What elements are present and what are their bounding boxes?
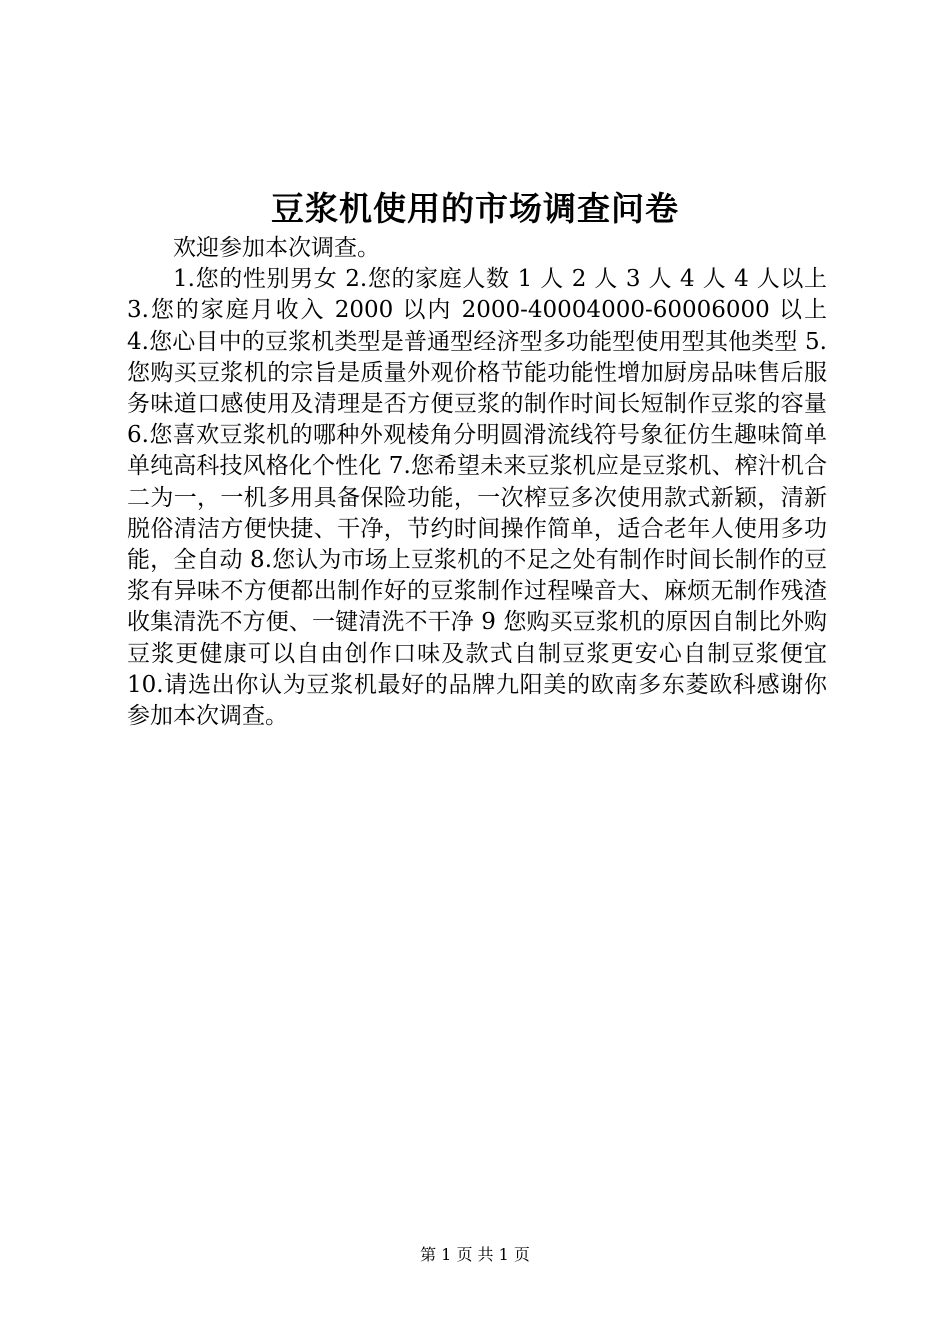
intro-paragraph: 欢迎参加本次调查。 xyxy=(173,235,380,261)
document-body xyxy=(127,233,827,732)
survey-paragraph: 1.您的性别男女 2.您的家庭人数 1 人 2 人 3 人 4 人 4 人以上 3.您的家庭月收入 2000 以内 2000-40004000-60006000 以上 4.您心目中的豆浆机类型是普通型经济型多功能型使用型其他类型 5.您购买豆浆机的宗旨是质量外观价格节能功能性增加厨房品味售后服务味道口感使用及清理是否方便豆浆的制作时间长短制作豆浆的容量 6.您喜欢豆浆机的哪种外观棱角分明圆滑流线符号象征仿生趣味简单单纯高科技风格化个性化 7.您希望未来豆浆机应是豆浆机、榨汁机合二为一，一机多用具备保险功能，一次榨豆多次使用款式新颖，清新脱俗清洁方便快捷、干净，节约时间操作简单，适合老年人使用多功能，全自动 8.您认为市场上豆浆机的不足之处有制作时间长制作的豆浆有异味不方便都出制作好的豆浆制作过程噪音大、麻烦无制作残渣收集清洗不方便、一键清洗不干净 9 您购买豆浆机的原因自制比外购豆浆更健康可以自由创作口味及款式自制豆浆更安心自制豆浆便宜 10.请选出你认为豆浆机最好的品牌九阳美的欧南多东菱欧科感谢你参加本次调查。 xyxy=(127,266,827,730)
document-title: 豆浆机使用的市场调查问卷 xyxy=(271,189,679,228)
page-footer: 第 1 页 共 1 页 xyxy=(420,1245,530,1264)
